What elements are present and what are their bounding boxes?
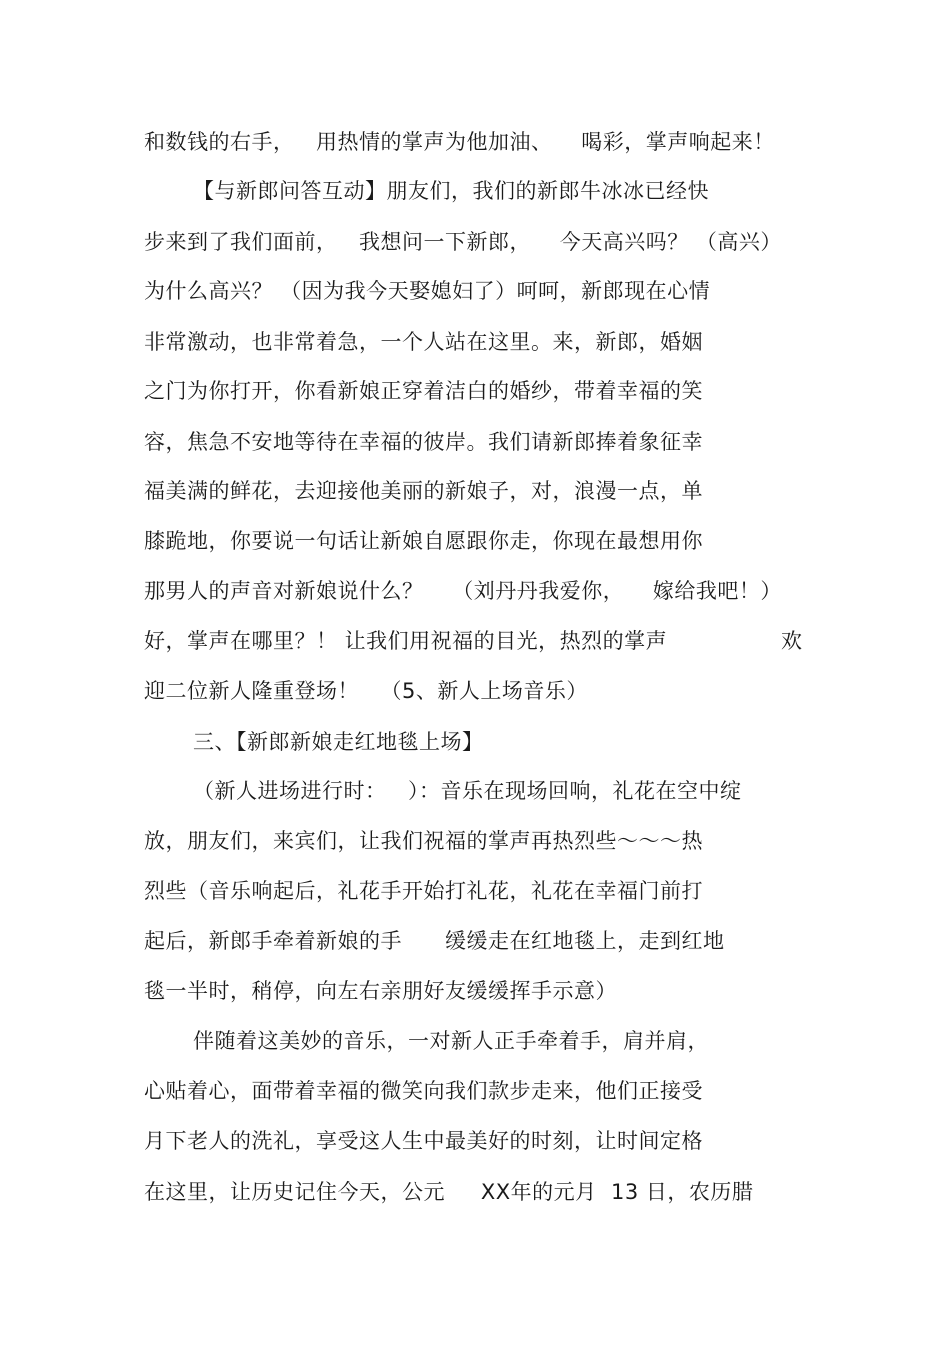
- text-line-9: 膝跪地，你要说一句话让新娘自愿跟你走，你现在最想用你: [144, 529, 703, 553]
- text-line-16: 烈些（音乐响起后，礼花手开始打礼花，礼花在幸福门前打: [144, 879, 703, 903]
- text-line-19: 伴随着这美妙的音乐，一对新人正手牵着手，肩并肩，: [193, 1029, 709, 1053]
- text-line-20: 心贴着心，面带着幸福的微笑向我们款步走来，他们正接受: [144, 1079, 703, 1103]
- text-line-11-tail: 欢: [781, 629, 802, 653]
- text-line-17: 起后，新郎手牵着新娘的手 缓缓走在红地毯上，走到红地: [144, 929, 725, 953]
- section-heading: 三、【新郎新娘走红地毯上场】: [193, 730, 484, 754]
- text-line-1: 和数钱的右手， 用热情的掌声为他加油、 喝彩，掌声响起来！: [144, 130, 775, 154]
- text-line-12: 迎二位新人隆重登场！ （5、新人上场音乐）: [144, 679, 588, 703]
- text-line-21: 月下老人的洗礼，享受这人生中最美好的时刻，让时间定格: [144, 1129, 703, 1153]
- text-line-10: 那男人的声音对新娘说什么？ （刘丹丹我爱你， 嫁给我吧！）: [144, 579, 782, 603]
- text-line-15: 放，朋友们，来宾们，让我们祝福的掌声再热烈些～～～热: [144, 829, 703, 853]
- text-line-8: 福美满的鲜花，去迎接他美丽的新娘子，对，浪漫一点，单: [144, 479, 703, 503]
- text-line-14: （新人进场进行时： ）：音乐在现场回响，礼花在空中绽: [193, 779, 742, 803]
- text-line-4: 为什么高兴？ （因为我今天娶媳妇了）呵呵，新郎现在心情: [144, 279, 711, 303]
- text-line-11: 好，掌声在哪里？！ 让我们用祝福的目光，热烈的掌声: [144, 629, 668, 653]
- text-line-7: 容，焦急不安地等待在幸福的彼岸。我们请新郎捧着象征幸: [144, 430, 703, 454]
- text-line-18: 毯一半时，稍停，向左右亲朋好友缓缓挥手示意）: [144, 979, 617, 1003]
- text-line-6: 之门为你打开，你看新娘正穿着洁白的婚纱，带着幸福的笑: [144, 379, 703, 403]
- text-line-3: 步来到了我们面前， 我想问一下新郎， 今天高兴吗？ （高兴）: [144, 230, 782, 254]
- text-line-5: 非常激动，也非常着急，一个人站在这里。来，新郎，婚姻: [144, 330, 703, 354]
- text-line-2: 【与新郎问答互动】朋友们，我们的新郎牛冰冰已经快: [193, 179, 709, 203]
- text-line-22: 在这里，让历史记住今天，公元 XX年的元月 13 日，农历腊: [144, 1180, 754, 1204]
